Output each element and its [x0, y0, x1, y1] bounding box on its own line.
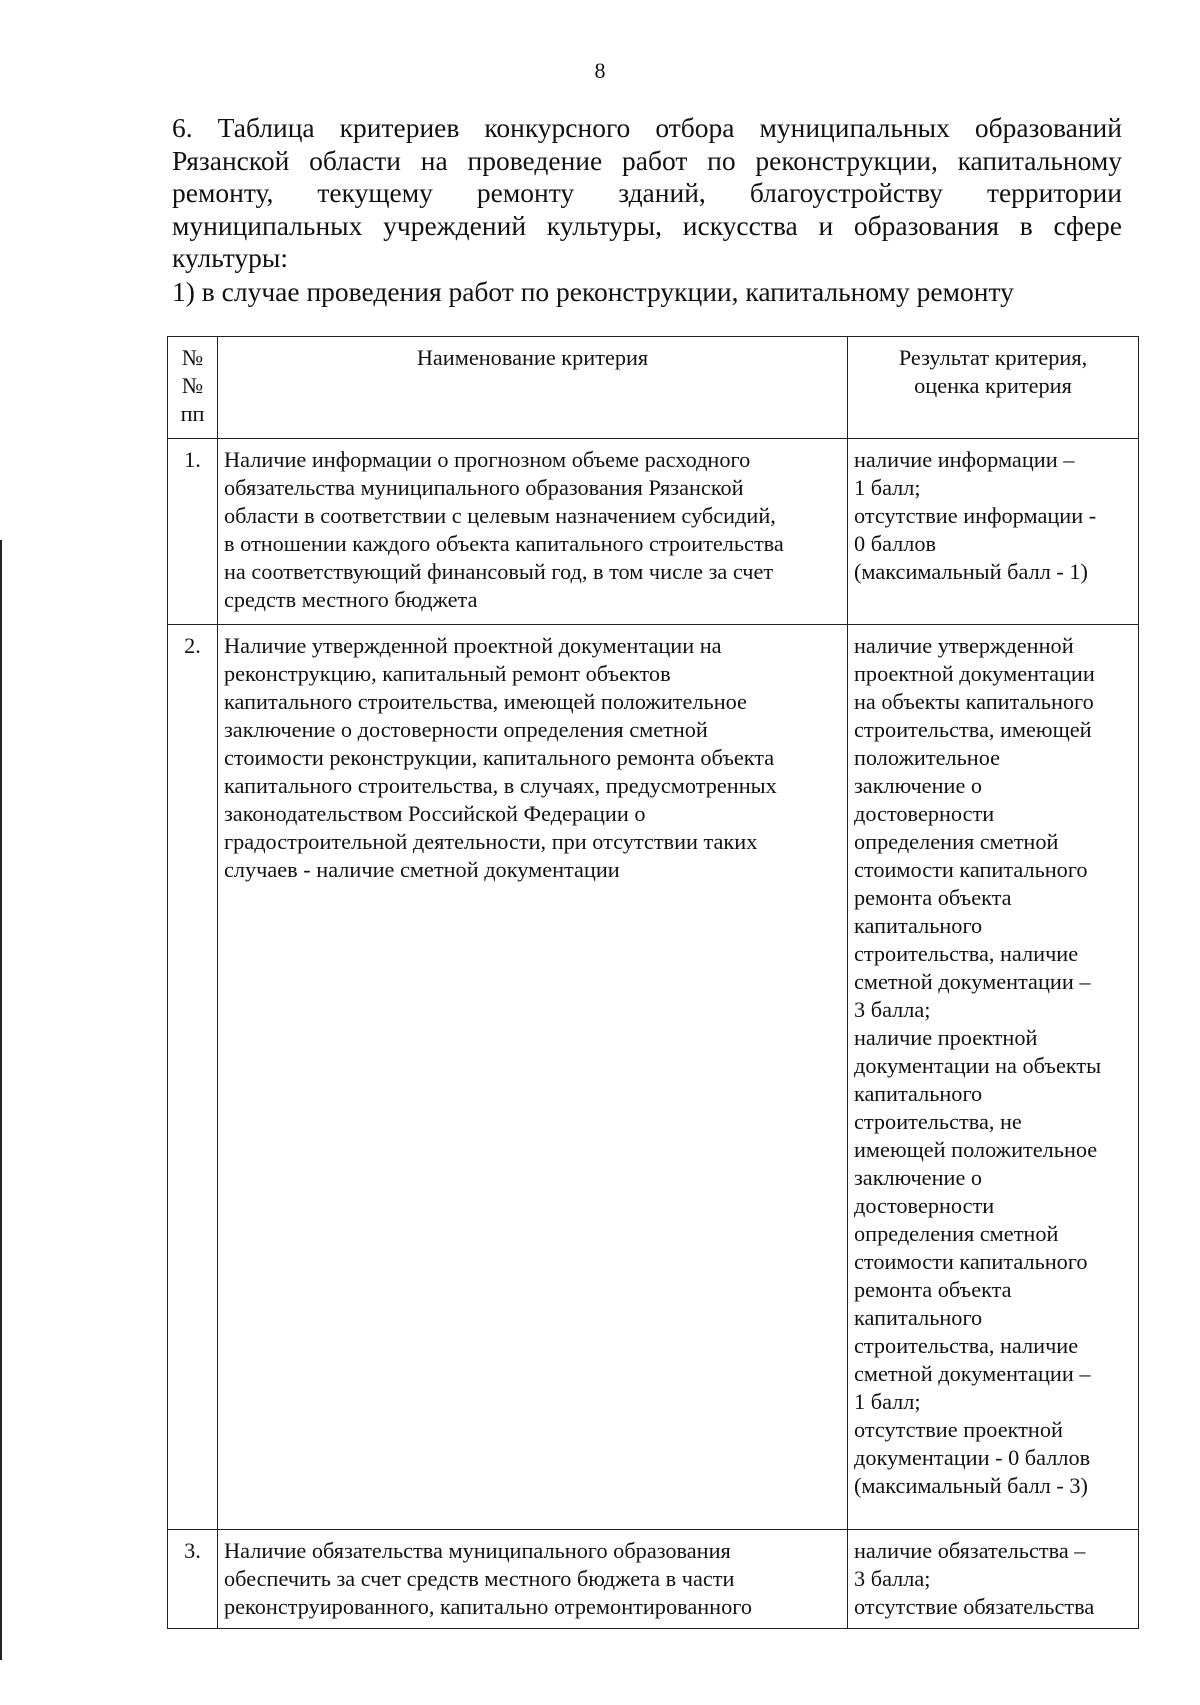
- text-line: реконструкцию, капитальный ремонт объектов: [224, 661, 671, 686]
- header-criterion-name: Наименование критерия: [218, 337, 848, 439]
- header-number-line: пп: [180, 401, 205, 426]
- text-line: наличие утвержденной: [854, 633, 1074, 658]
- header-result-line: Результат критерия,: [898, 345, 1088, 370]
- text-line: обязательства муниципального образования Рязанской: [224, 475, 744, 500]
- text-line: 3 балла;: [854, 997, 931, 1022]
- text-line: достоверности: [854, 1193, 995, 1218]
- header-result-line: оценка критерия: [914, 373, 1072, 398]
- text-line: 0 баллов: [854, 531, 937, 556]
- text-line: определения сметной: [854, 1221, 1059, 1246]
- text-line: капитального строительства, имеющей положительное: [224, 689, 747, 714]
- text-line: 1 балл;: [854, 475, 921, 500]
- criterion-result: [848, 625, 1139, 1530]
- row-number: 2.: [168, 625, 218, 1530]
- page-number: 8: [594, 58, 606, 83]
- text-line: заключение о: [854, 1165, 983, 1190]
- text-line: документации на объекты: [854, 1053, 1102, 1078]
- text-line: капитального: [854, 1081, 983, 1106]
- text-line: наличие проектной: [854, 1025, 1038, 1050]
- text-line: области в соответствии с целевым назначением субсидий,: [224, 503, 776, 528]
- text-line: ремонта объекта: [854, 1277, 1012, 1302]
- criterion-result: [848, 1530, 1139, 1629]
- text-line: строительства, наличие: [854, 941, 1079, 966]
- header-number-line: №: [181, 345, 204, 370]
- text-line: стоимости капитального: [854, 857, 1088, 882]
- text-line: средств местного бюджета: [224, 587, 478, 612]
- text-line: Наличие обязательства муниципального образования: [224, 1538, 731, 1563]
- header-number: [168, 337, 218, 439]
- criterion-name: [218, 1530, 848, 1629]
- text-line: случаев - наличие сметной документации: [224, 857, 620, 882]
- text-line: на объекты капитального: [854, 689, 1094, 714]
- table-header-row: [168, 337, 1139, 439]
- text-line: отсутствие информации -: [854, 503, 1097, 528]
- text-line: капитального строительства, в случаях, предусмотренных: [224, 773, 777, 798]
- text-line: стоимости капитального: [854, 1249, 1088, 1274]
- text-line: (максимальный балл - 1): [854, 559, 1088, 584]
- text-line: положительное: [854, 745, 1001, 770]
- text-line: (максимальный балл - 3): [854, 1473, 1088, 1498]
- text-line: на соответствующий финансовый год, в том числе за счет: [224, 559, 774, 584]
- text-line: ремонта объекта: [854, 885, 1012, 910]
- section-subheading: 1) в случае проведения работ по реконструкции, капитальному ремонту: [172, 276, 1014, 307]
- section-heading: 6. Таблица критериев конкурсного отбора муниципальных образований Рязанской области на проведение работ по реконструкции, капитальному ремонту, текущему ремонту зданий, благоустройству территории муниципальных учреждений культуры, искусства и образования в сфере культуры:: [172, 112, 1122, 273]
- text-line: проектной документации: [854, 661, 1095, 686]
- text-line: строительства, имеющей: [854, 717, 1092, 742]
- text-line: градостроительной деятельности, при отсутствии таких: [224, 829, 758, 854]
- table-row: [168, 625, 1139, 1530]
- text-line: документации - 0 баллов: [854, 1445, 1091, 1470]
- text-line: стоимости реконструкции, капитального ремонта объекта: [224, 745, 775, 770]
- text-line: достоверности: [854, 801, 995, 826]
- criterion-result: [848, 439, 1139, 625]
- text-line: капитального: [854, 913, 983, 938]
- text-line: наличие информации –: [854, 447, 1075, 472]
- text-line: строительства, наличие: [854, 1333, 1079, 1358]
- text-line: отсутствие обязательства: [854, 1594, 1095, 1619]
- text-line: капитального: [854, 1305, 983, 1330]
- text-line: имеющей положительное: [854, 1137, 1098, 1162]
- text-line: строительства, не: [854, 1109, 1022, 1134]
- criteria-table: [167, 336, 1139, 1629]
- text-line: реконструированного, капитально отремонтированного: [224, 1594, 752, 1619]
- row-number: 3.: [168, 1530, 218, 1629]
- text-line: в отношении каждого объекта капитального строительства: [224, 531, 784, 556]
- row-number: 1.: [168, 439, 218, 625]
- text-line: законодательством Российской Федерации о: [224, 801, 646, 826]
- criterion-name: [218, 625, 848, 1530]
- text-line: заключение о достоверности определения сметной: [224, 717, 708, 742]
- text-line: определения сметной: [854, 829, 1059, 854]
- text-line: отсутствие проектной: [854, 1417, 1063, 1442]
- text-line: Наличие утвержденной проектной документации на: [224, 633, 722, 658]
- text-line: сметной документации –: [854, 969, 1091, 994]
- text-line: наличие обязательства –: [854, 1538, 1086, 1563]
- text-line: заключение о: [854, 773, 983, 798]
- text-line: Наличие информации о прогнозном объеме расходного: [224, 447, 751, 472]
- header-number-line: №: [181, 373, 204, 398]
- scan-edge-line: [0, 540, 2, 1660]
- table-row: [168, 1530, 1139, 1629]
- text-line: 3 балла;: [854, 1566, 931, 1591]
- text-line: сметной документации –: [854, 1361, 1091, 1386]
- text-line: обеспечить за счет средств местного бюджета в части: [224, 1566, 735, 1591]
- text-line: 1 балл;: [854, 1389, 921, 1414]
- criterion-name: [218, 439, 848, 625]
- table-row: [168, 439, 1139, 625]
- header-criterion-result: [848, 337, 1139, 439]
